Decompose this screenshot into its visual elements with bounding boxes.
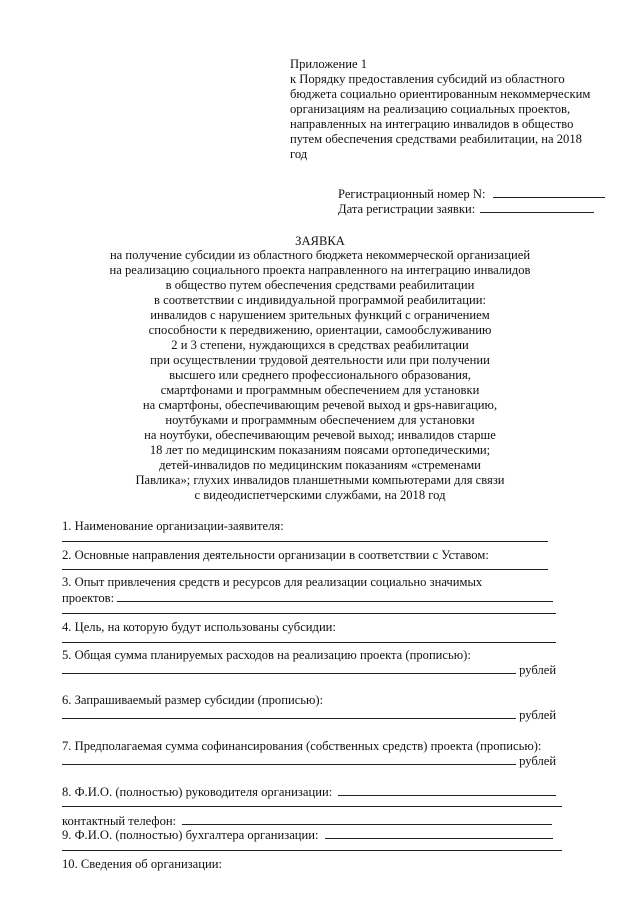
appendix-line: год: [290, 147, 308, 161]
item-5-label: 5. Общая сумма планируемых расходов на реализацию проекта (прописью):: [62, 648, 471, 662]
subtitle-line: инвалидов с нарушением зрительных функций с ограничением: [150, 308, 490, 322]
subtitle-line: высшего или среднего профессионального образования,: [169, 368, 471, 382]
currency-label: рублей: [519, 663, 557, 677]
phone-field[interactable]: [182, 813, 552, 825]
subtitle-line: детей-инвалидов по медицинским показаниям «стременами: [159, 458, 481, 472]
subtitle-line: смартфонами и программным обеспечением для установки: [160, 383, 480, 397]
item-6-row: [62, 707, 556, 723]
item-7-label: 7. Предполагаемая сумма софинансирования (собственных средств) проекта (прописью):: [62, 739, 542, 753]
item-8-row: [62, 784, 556, 800]
item-7-row: [62, 753, 556, 769]
subtitle-line: в соответствии с индивидуальной программой реабилитации:: [154, 293, 486, 307]
subtitle-line: на ноутбуки, обеспечивающим речевой выход; инвалидов старше: [144, 428, 496, 442]
item-6-label: 6. Запрашиваемый размер субсидии (прописью):: [62, 693, 324, 707]
item-3-label: 3. Опыт привлечения средств и ресурсов для реализации социально значимых: [62, 575, 483, 589]
subtitle-line: с видеодиспетчерскими службами, на 2018 год: [194, 488, 446, 502]
item-1-label: 1. Наименование организации-заявителя:: [62, 519, 284, 533]
item-7-field[interactable]: [62, 753, 516, 765]
item-9-field-extra[interactable]: [62, 850, 562, 851]
item-6-field[interactable]: [62, 707, 516, 719]
subtitle-line: на реализацию социального проекта направленного на интеграцию инвалидов: [109, 263, 531, 277]
subtitle-line: ноутбуками и программным обеспечением для установки: [165, 413, 475, 427]
appendix-line: направленных на интеграцию инвалидов в общество: [290, 117, 574, 131]
appendix-line: к Порядку предоставления субсидий из областного: [290, 72, 565, 86]
subtitle-line: на смартфоны, обеспечивающим речевой выход и gps-навигацию,: [142, 398, 498, 412]
registration-number-row: [338, 186, 605, 202]
document-title: ЗАЯВКА: [295, 234, 345, 248]
subtitle-line: способности к передвижению, ориентации, самообслуживанию: [148, 323, 492, 337]
registration-number-field[interactable]: [493, 186, 605, 198]
item-3-continuation: проектов:: [62, 591, 115, 605]
item-10-label: 10. Сведения об организации:: [62, 857, 222, 871]
item-2-label: 2. Основные направления деятельности организации в соответствии с Уставом:: [62, 548, 489, 562]
item-8-field[interactable]: [338, 784, 556, 796]
appendix-line: бюджета социально ориентированным некоммерческим: [290, 87, 591, 101]
phone-label: контактный телефон:: [62, 814, 177, 828]
item-5-row: [62, 662, 556, 678]
item-9-label: 9. Ф.И.О. (полностью) бухгалтера организации:: [62, 828, 319, 842]
subtitle-line: при осуществлении трудовой деятельности или при получении: [150, 353, 490, 367]
registration-date-label: Дата регистрации заявки:: [338, 202, 476, 216]
appendix-line: организациям на реализацию социальных проектов,: [290, 102, 571, 116]
appendix-line: Приложение 1: [290, 57, 368, 71]
registration-date-field[interactable]: [480, 201, 594, 213]
subtitle-line: на получение субсидии из областного бюджета некоммерческой организацией: [109, 248, 531, 262]
appendix-line: путем обеспечения средствами реабилитации, на 2018: [290, 132, 582, 146]
item-8-label: 8. Ф.И.О. (полностью) руководителя организации:: [62, 785, 333, 799]
item-1-field[interactable]: [62, 541, 548, 542]
subtitle-line: в общество путем обеспечения средствами реабилитации: [165, 278, 475, 292]
subtitle-line: 18 лет по медицинским показаниям поясами ортопедическими;: [149, 443, 491, 457]
currency-label: рублей: [519, 754, 557, 768]
item-3-field[interactable]: [117, 590, 553, 602]
item-4-field[interactable]: [62, 642, 556, 643]
currency-label: рублей: [519, 708, 557, 722]
item-9-row: [62, 827, 553, 843]
item-3-row: [62, 590, 553, 606]
subtitle-line: Павлика»; глухих инвалидов планшетными компьютерами для связи: [135, 473, 505, 487]
subtitle-line: 2 и 3 степени, нуждающихся в средствах реабилитации: [171, 338, 469, 352]
item-4-label: 4. Цель, на которую будут использованы субсидии:: [62, 620, 336, 634]
item-3-field-extra[interactable]: [62, 613, 556, 614]
item-9-field[interactable]: [325, 827, 553, 839]
item-8-field-extra[interactable]: [62, 806, 562, 807]
registration-date-row: [338, 201, 594, 217]
registration-number-label: Регистрационный номер N:: [338, 187, 486, 201]
item-2-field[interactable]: [62, 569, 548, 570]
item-5-field[interactable]: [62, 662, 516, 674]
